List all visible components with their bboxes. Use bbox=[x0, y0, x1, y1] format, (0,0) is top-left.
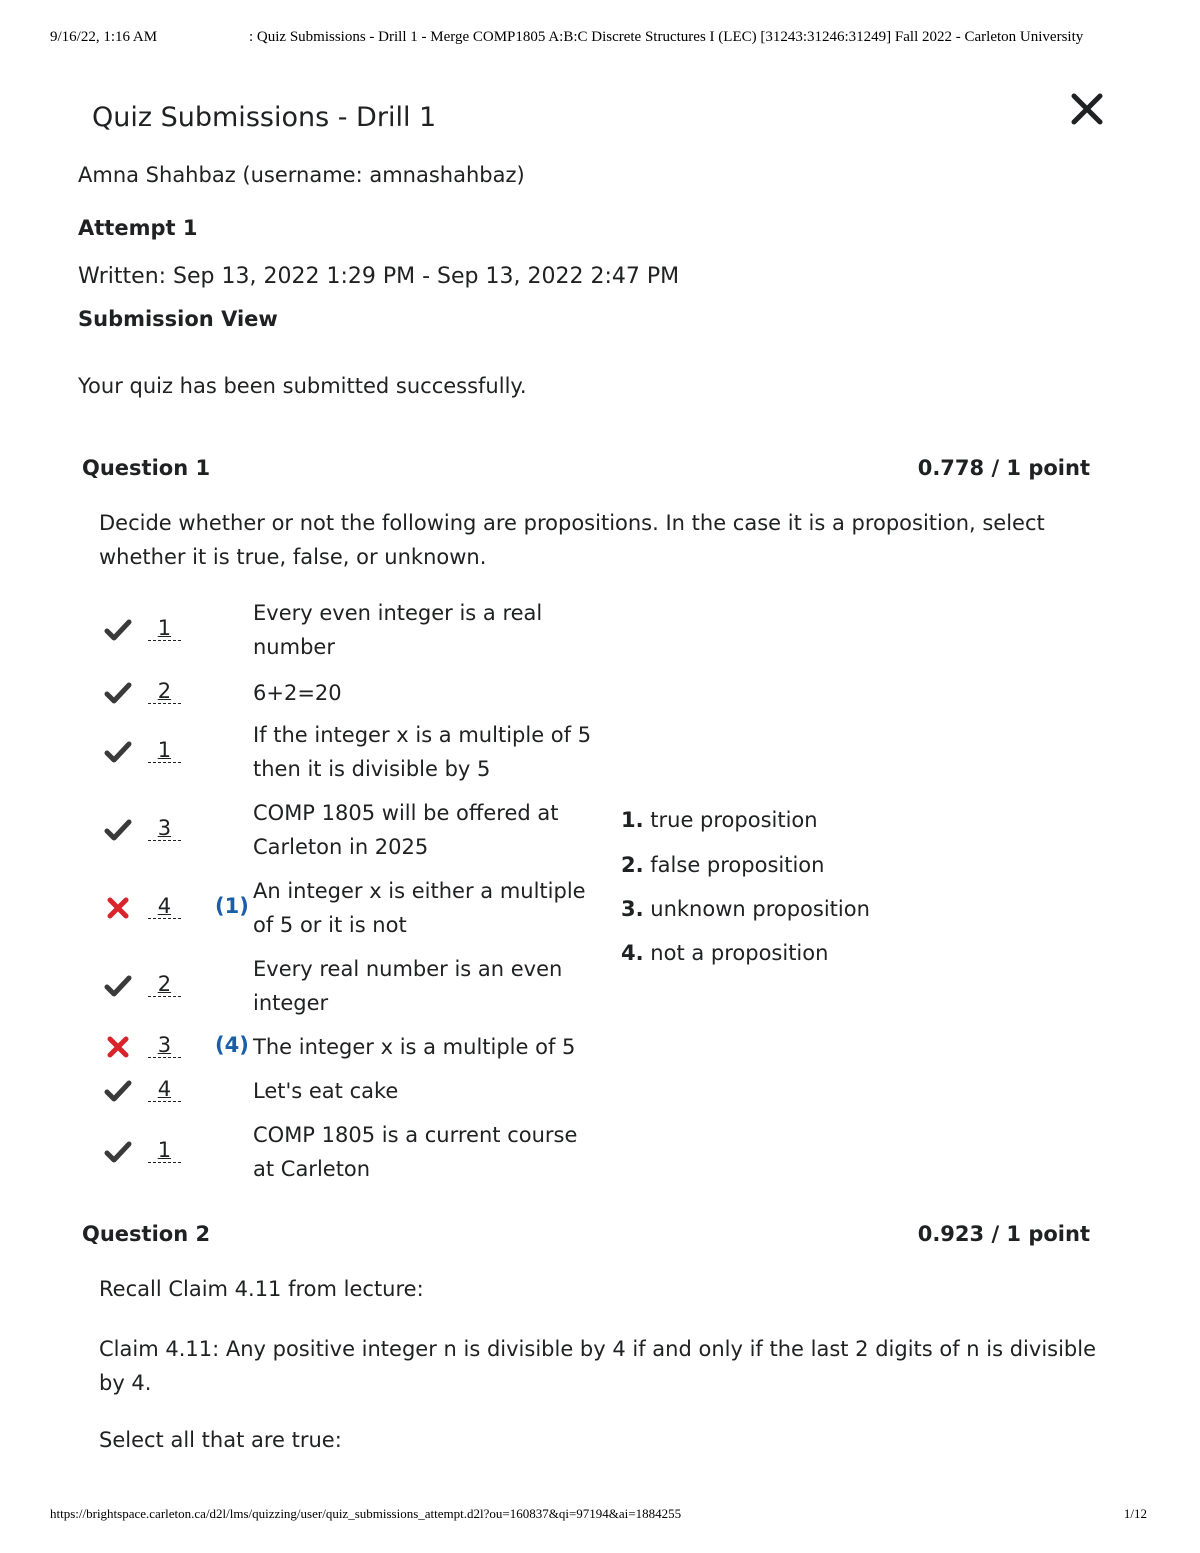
print-header bbox=[0, 29, 1200, 51]
answer-value bbox=[148, 1033, 181, 1058]
selected-answer bbox=[148, 894, 208, 918]
statement-text: COMP 1805 will be offered at Carleton in 2025 bbox=[253, 801, 559, 859]
answer-digit: 2 bbox=[157, 679, 172, 703]
statement-text: COMP 1805 is a current course at Carleton bbox=[253, 1123, 578, 1181]
answer-digit: 3 bbox=[157, 816, 172, 840]
question-score: 0.778 / 1 point bbox=[917, 456, 1090, 480]
question-title: Question 2 bbox=[82, 1222, 211, 1246]
matching-row bbox=[100, 596, 620, 664]
answer-value bbox=[148, 616, 181, 641]
answer-digit: 1 bbox=[157, 616, 172, 640]
answer-digit: 2 bbox=[157, 972, 172, 996]
choice-item bbox=[621, 897, 870, 921]
matching-row bbox=[100, 952, 620, 1020]
answer-value bbox=[148, 972, 181, 997]
question-claim-text: Claim 4.11: Any positive integer n is divisible by 4 if and only if the last 2 digits of n is divisible by 4. bbox=[99, 1337, 1097, 1395]
checkmark-icon bbox=[104, 616, 132, 644]
statement-text: The integer x is a multiple of 5 bbox=[253, 1035, 576, 1059]
choice-label: unknown proposition bbox=[650, 897, 870, 921]
checkmark-icon bbox=[104, 738, 132, 766]
choice-label: true proposition bbox=[650, 808, 818, 832]
choice-item bbox=[621, 853, 824, 877]
choice-item bbox=[621, 941, 828, 965]
choice-number: 4. bbox=[621, 941, 644, 965]
print-date: 9/16/22, 1:16 AM bbox=[50, 29, 158, 45]
selected-answer bbox=[148, 616, 208, 640]
matching-row bbox=[100, 1074, 620, 1108]
matching-row bbox=[100, 796, 620, 864]
selected-answer bbox=[148, 738, 208, 762]
print-url: https://brightspace.carleton.ca/d2l/lms/quizzing/user/quiz_submissions_attempt.d2l?ou=160837&qi=97194&ai=1884255 bbox=[50, 1506, 682, 1521]
choice-number: 1. bbox=[621, 808, 644, 832]
question-1-header bbox=[82, 456, 1090, 486]
matching-row bbox=[100, 1118, 620, 1186]
answer-digit: 1 bbox=[157, 738, 172, 762]
print-page-title: : Quiz Submissions - Drill 1 - Merge COMP1805 A:B:C Discrete Structures I (LEC) [31243:31246:31249] Fall 2022 - Carleton University bbox=[249, 29, 1084, 45]
selected-answer bbox=[148, 679, 208, 703]
statement-text: If the integer x is a multiple of 5 then it is divisible by 5 bbox=[253, 723, 592, 781]
selected-answer bbox=[148, 1077, 208, 1101]
print-footer bbox=[0, 1504, 1200, 1526]
choice-number: 2. bbox=[621, 853, 644, 877]
selected-answer bbox=[148, 1033, 208, 1057]
choice-label: not a proposition bbox=[650, 941, 829, 965]
question-prompt: Decide whether or not the following are propositions. In the case it is a proposition, select whether it is true, false, or unknown. bbox=[99, 511, 1045, 569]
checkmark-icon bbox=[104, 972, 132, 1000]
print-page-number: 1/12 bbox=[1123, 1506, 1147, 1521]
question-instruction: Select all that are true: bbox=[99, 1428, 342, 1452]
answer-value bbox=[148, 679, 181, 704]
matching-row bbox=[100, 718, 620, 786]
statement-text: Every real number is an even integer bbox=[253, 957, 563, 1015]
checkmark-icon bbox=[104, 816, 132, 844]
statement-text: Every even integer is a real number bbox=[253, 601, 543, 659]
statement-text: 6+2=20 bbox=[253, 681, 342, 705]
checkmark-icon bbox=[104, 679, 132, 707]
page-title: Quiz Submissions - Drill 1 bbox=[92, 102, 437, 133]
selected-answer bbox=[148, 816, 208, 840]
written-timestamps: Written: Sep 13, 2022 1:29 PM - Sep 13, 2022 2:47 PM bbox=[78, 264, 680, 289]
question-title: Question 1 bbox=[82, 456, 211, 480]
close-icon[interactable] bbox=[1068, 90, 1106, 128]
submission-success-message: Your quiz has been submitted successfully. bbox=[78, 374, 527, 398]
answer-value bbox=[148, 1138, 181, 1163]
statement-text: Let's eat cake bbox=[253, 1079, 399, 1103]
choice-number: 3. bbox=[621, 897, 644, 921]
answer-value bbox=[148, 738, 181, 763]
submission-view-label: Submission View bbox=[78, 307, 278, 331]
student-name: Amna Shahbaz (username: amnashahbaz) bbox=[78, 163, 525, 187]
matching-row bbox=[100, 874, 620, 942]
selected-answer bbox=[148, 1138, 208, 1162]
choice-label: false proposition bbox=[650, 853, 825, 877]
matching-row bbox=[100, 676, 620, 710]
checkmark-icon bbox=[104, 1077, 132, 1105]
checkmark-icon bbox=[104, 1138, 132, 1166]
correct-answer: (4) bbox=[215, 1033, 249, 1057]
attempt-label: Attempt 1 bbox=[78, 216, 198, 240]
question-score: 0.923 / 1 point bbox=[917, 1222, 1090, 1246]
answer-digit: 4 bbox=[157, 1077, 172, 1101]
selected-answer bbox=[148, 972, 208, 996]
answer-value bbox=[148, 894, 181, 919]
answer-value bbox=[148, 816, 181, 841]
answer-digit: 3 bbox=[157, 1033, 172, 1057]
question-recall-text: Recall Claim 4.11 from lecture: bbox=[99, 1277, 424, 1301]
choice-item bbox=[621, 808, 818, 832]
cross-icon bbox=[104, 1033, 132, 1061]
answer-value bbox=[148, 1077, 181, 1102]
statement-text: An integer x is either a multiple of 5 or it is not bbox=[253, 879, 586, 937]
matching-row bbox=[100, 1030, 620, 1064]
question-2-header bbox=[82, 1222, 1090, 1252]
answer-digit: 4 bbox=[157, 894, 172, 918]
answer-digit: 1 bbox=[157, 1138, 172, 1162]
cross-icon bbox=[104, 894, 132, 922]
correct-answer: (1) bbox=[215, 894, 249, 918]
